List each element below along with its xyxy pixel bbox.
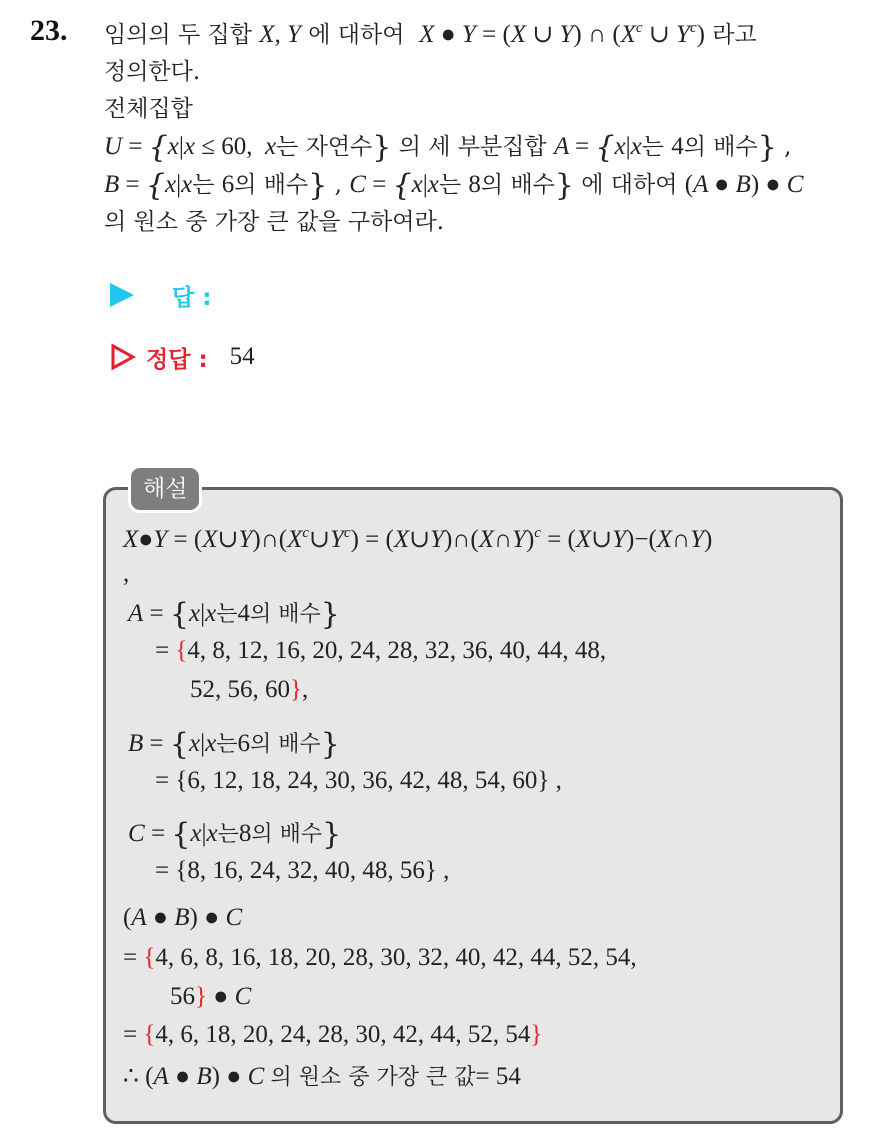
set-c-values: {8, 16, 24, 32, 40, 48, 56} ,	[175, 857, 450, 884]
question-text-5c: 에 대하여	[581, 172, 678, 198]
play-filled-icon	[110, 283, 134, 307]
set-b-definition: B = {x|x는6의 배수}	[128, 727, 340, 762]
question-text-5b: 배수	[510, 172, 555, 198]
set-b-values-line: = {6, 12, 18, 24, 30, 36, 42, 48, 54, 60} ,	[155, 767, 562, 794]
union-values-line-2: 56} ● C	[170, 983, 252, 1010]
question-text-4a: 자연수	[305, 134, 373, 160]
result-values-line: = {4, 6, 18, 20, 24, 28, 30, 42, 44, 52, 54}	[123, 1021, 543, 1048]
union-values-1: 4, 6, 8, 16, 18, 20, 28, 30, 32, 40, 42, 44, 52, 54,	[155, 944, 637, 971]
math-definition: X ● Y = (X ∪ Y) ∩ ($X^c$ ∪ $Y^c$)	[419, 20, 705, 48]
conclusion-text: 의 원소 중 가장 큰 값	[270, 1065, 476, 1090]
math-set-b: B = {x|x	[104, 168, 193, 203]
set-a-definition: A = {x|x는4의 배수}	[128, 597, 340, 632]
result-values: 4, 6, 18, 20, 24, 28, 30, 42, 44, 52, 54	[155, 1021, 531, 1048]
set-c-definition: C = {x|x는8의 배수}	[128, 817, 342, 852]
question-line-1	[104, 16, 864, 54]
question-line-4: U = {x|x ≤ 60, x는 자연수} 의 세 부분집합 A = {x|x는 4의 배수} ,	[104, 130, 792, 165]
math-xy: X, Y	[259, 21, 301, 48]
math-set-a: A = {x|x	[553, 130, 642, 165]
question-line-3: 전체집합	[104, 96, 193, 122]
play-outline-icon	[110, 343, 136, 371]
conclusion-line: ∴ (A ● B) ● C 의 원소 중 가장 큰 값= 54	[123, 1063, 521, 1090]
explanation-tag: 해설	[128, 465, 202, 513]
answer-label: 답 :	[172, 284, 212, 311]
set-a-values-line-1: = {4, 8, 12, 16, 20, 24, 28, 32, 36, 40, 44, 48,	[155, 637, 607, 664]
set-a-values-line-2: 52, 56, 60},	[190, 676, 309, 703]
question-text-5a: 배수	[263, 172, 309, 198]
set-a-values-1: 4, 8, 12, 16, 20, 24, 28, 32, 36, 40, 44, 48,	[187, 637, 607, 664]
question-number: 23.	[30, 14, 68, 47]
question-line-2: 정의한다.	[104, 59, 201, 85]
union-values-line-1: = {4, 6, 8, 16, 18, 20, 28, 30, 32, 40, 42, 44, 52, 54,	[123, 944, 637, 971]
question-text-4c: 배수	[713, 134, 758, 160]
union-values-2: 56	[170, 983, 195, 1010]
solution-answer-label: 정답 :	[146, 346, 208, 373]
explanation-comma: ,	[123, 560, 130, 587]
solution-answer-row	[110, 340, 255, 374]
math-target: (A ● B) ● C	[684, 171, 804, 198]
answer-row	[110, 278, 211, 312]
set-a-values-2: 52, 56, 60	[190, 676, 290, 703]
conclusion-value: = 54	[475, 1063, 521, 1090]
solution-answer-value: 54	[229, 343, 255, 370]
question-text-4b: 의 세 부분집합	[398, 134, 547, 160]
question-text-1b: 에 대하여	[308, 22, 405, 48]
explanation-identity: X●Y = $(X\cup Y)\cap(X^c\cup Y^c)$ = (X∪Y)∩(X∩Y)$^c$ = (X∪Y)−(X∩Y)	[123, 525, 713, 553]
question-line-5: B = {x|x는 6의 배수} , C = {x|x는 8의 배수} 에 대하여 (A ● B) ● C	[104, 168, 804, 203]
set-b-values: {6, 12, 18, 24, 30, 36, 42, 48, 54, 60} ,	[175, 767, 562, 794]
question-text-1a: 임의의 두 집합	[104, 22, 252, 48]
target-expression: (A ● B) ● C	[123, 904, 243, 931]
math-universal-set: U = {x|x ≤ 60, x	[104, 130, 277, 165]
set-c-values-line: = {8, 16, 24, 32, 40, 48, 56} ,	[155, 857, 450, 884]
question-text	[104, 16, 864, 241]
brace-close: }	[372, 130, 392, 165]
question-text-1c: 라고	[712, 22, 757, 48]
question-line-6: 의 원소 중 가장 큰 값을 구하여라.	[104, 209, 445, 235]
math-set-c: C = {x|x	[349, 168, 439, 203]
